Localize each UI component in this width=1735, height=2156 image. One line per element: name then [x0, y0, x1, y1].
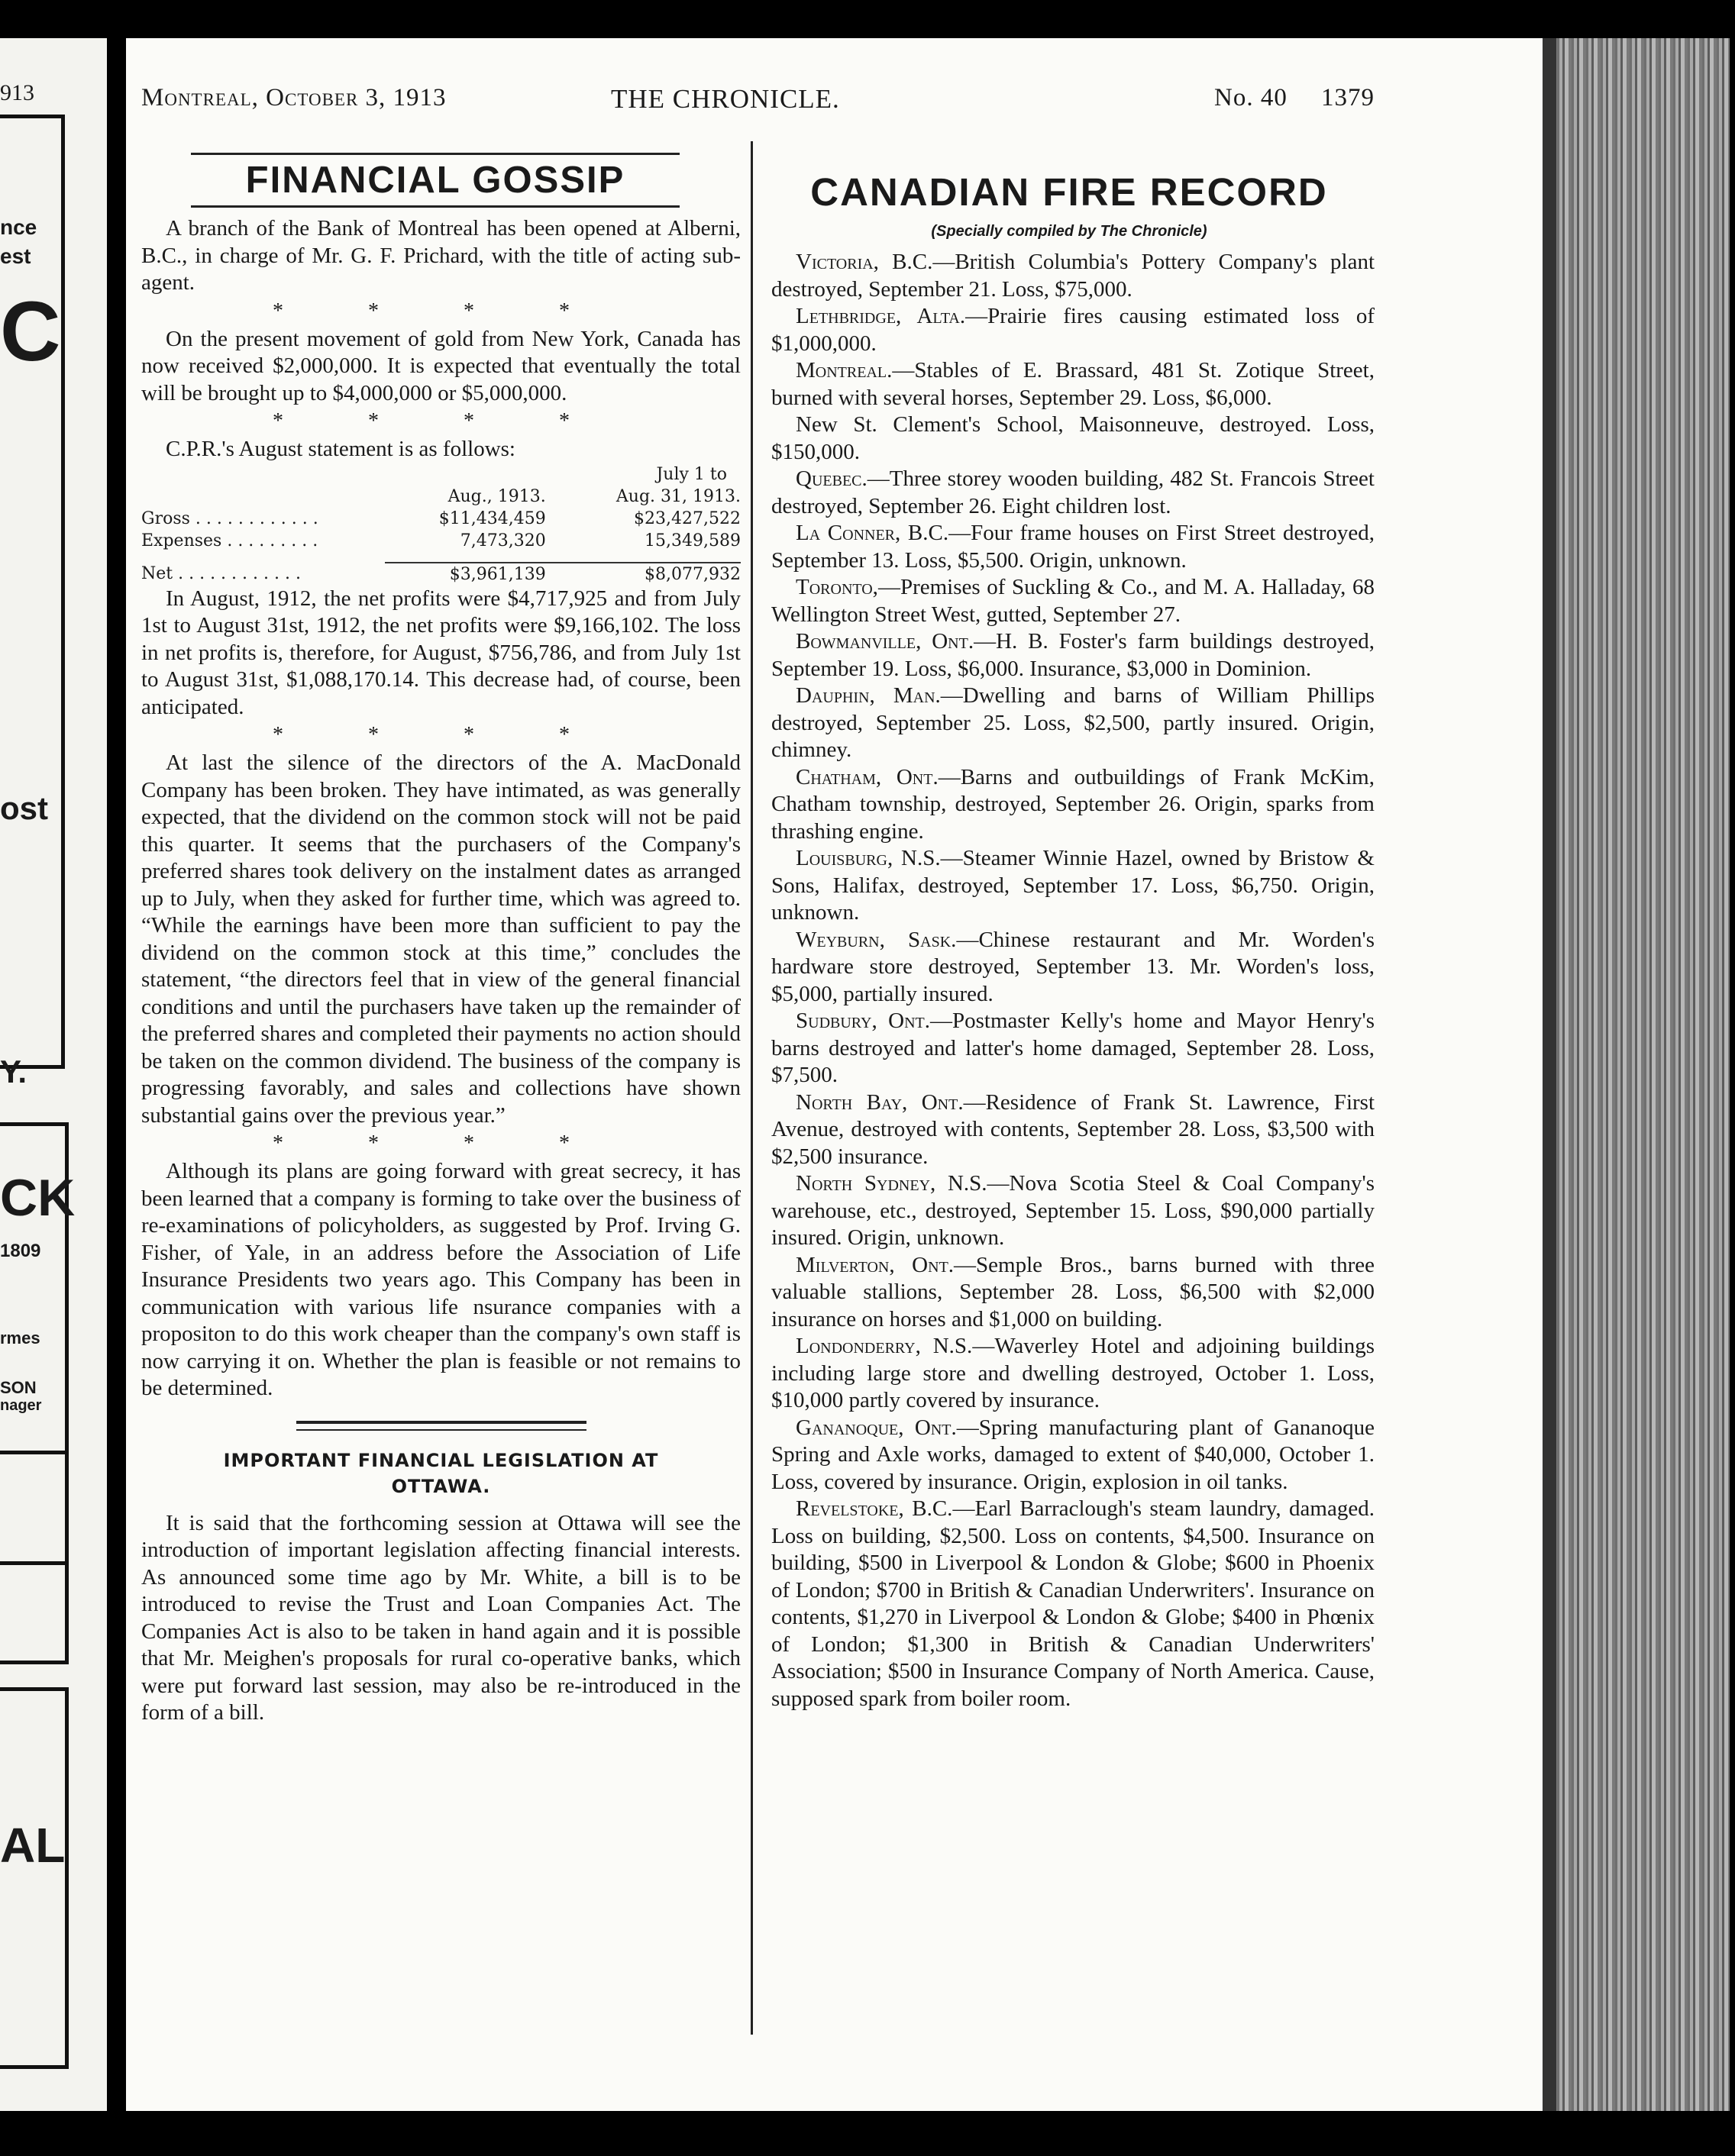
- fire-record-column: [771, 249, 1375, 1712]
- prev-page-fragment: C: [0, 285, 61, 379]
- prev-page-ad-box: [0, 1687, 69, 2069]
- fire-entry-text: —Waverley Hotel and adjoining buildings including large store and dwelling destroyed, October 1. Loss, $10,000 partly covered by insurance.: [771, 1334, 1375, 1412]
- fire-entry-text: —Premises of Suckling & Co., and M. A. Halladay, 68 Wellington Street West, gutted, September 27.: [771, 575, 1375, 627]
- financial-gossip-column: [141, 215, 741, 1727]
- fire-record-entry: [771, 1252, 1375, 1334]
- fire-record-entry: [771, 357, 1375, 412]
- row-label: Gross . . . . . . . . . . . .: [141, 508, 318, 528]
- fire-entry-place: North Bay, Ont.: [796, 1089, 964, 1115]
- masthead: THE CHRONICLE.: [611, 84, 840, 114]
- prev-page-fragment: 913: [0, 80, 34, 105]
- row-value: $23,427,522: [634, 508, 741, 528]
- gossip-paragraph: In August, 1912, the net profits were $4,717,925 and from July 1st to August 31st, 1912, the net profits were $9,166,102. The loss in net profits is, therefore, for August, $756,786, and from July 1st to August 31st, $1,088,170.14. This decrease had, of course, been anticipated.: [141, 586, 741, 719]
- prev-page-fragment: SON: [0, 1378, 37, 1397]
- row-label: Expenses . . . . . . . . .: [141, 531, 318, 550]
- table-row: [141, 563, 741, 586]
- prev-page-fragment: Y.: [0, 1054, 27, 1089]
- row-value: 15,349,589: [645, 531, 741, 550]
- fire-record-entry: [771, 412, 1375, 466]
- prev-page-ad-box: [0, 1451, 69, 1664]
- section-stars: * * * *: [273, 409, 609, 433]
- section-stars: * * * *: [273, 1131, 609, 1155]
- fire-entry-text: —H. B. Foster's farm buildings destroyed, September 19. Loss, $6,000. Insurance, $3,000 in Dominion.: [771, 629, 1375, 681]
- fire-entry-text: —Semple Bros., barns burned with three valuable stallions, September 28. Loss, $6,500 with $2,000 insurance on horses and $1,000 on building.: [771, 1252, 1375, 1331]
- double-rule: [296, 1421, 586, 1431]
- statement-intro: C.P.R.'s August statement is as follows:: [166, 437, 515, 461]
- book-binding-edge: [1543, 38, 1730, 2111]
- fire-entry-text: —Three storey wooden building, 482 St. Francois Street destroyed, September 26. Eight children lost.: [771, 466, 1375, 518]
- gossip-paragraph: Although its plans are going forward with great secrecy, it has been learned that a company is forming to take over the business of re-examinations of policyholders, as suggested by Prof. Irving G. Fisher, of Yale, in an address before the Association of Life Insurance Presidents two years ago. This Company has been in communication with various life nsurance companies with a propositon to do this work cheaper than the company's own staff is now carrying it on. Whether the plan is feasible or not remains to be determined.: [141, 1159, 741, 1400]
- fire-entry-text: —Dwelling and barns of William Phillips destroyed, September 25. Loss, $2,500, partly insured. Origin, chimney.: [771, 683, 1375, 762]
- fire-record-entry: [771, 303, 1375, 357]
- row-value: $3,961,139: [449, 564, 546, 584]
- prev-page-fragment: AL: [0, 1818, 66, 1873]
- fire-entry-text: —Chinese restaurant and Mr. Worden's hardware store destroyed, September 13. Mr. Worden's loss, $5,000, partially insured.: [771, 927, 1375, 1006]
- fire-entry-place: Gananoque, Ont.: [796, 1415, 957, 1440]
- fire-record-subtitle: (Specially compiled by The Chronicle): [931, 223, 1207, 240]
- table-row: [141, 508, 741, 530]
- statement-col2-head: July 1 to: [656, 464, 727, 484]
- prev-page-fragment: 1809: [0, 1241, 41, 1261]
- fire-entry-text: —Steamer Winnie Hazel, owned by Bristow & Sons, Halifax, destroyed, September 17. Loss, $6,750. Origin, unknown.: [771, 846, 1375, 925]
- fire-record-entry: [771, 927, 1375, 1009]
- page-number: 1379: [1321, 84, 1375, 111]
- fire-entry-text: —Residence of Frank St. Lawrence, First Avenue, destroyed with contents, September 28. Loss, $3,500 with $2,500 insurance.: [771, 1089, 1375, 1169]
- prev-page-fragment: ost: [0, 790, 48, 826]
- issue-number: No. 40: [1214, 84, 1288, 111]
- gossip-paragraph: At last the silence of the directors of the A. MacDonald Company has been broken. They have intimated, as was generally expected, that the dividend on the common stock will not be paid this quarter. It seems that the purchasers of the Company's preferred shares took delivery on the instalment dates as arranged up to July, when they asked for further time, which was agreed to. “While the earnings have been more than sufficient to pay the dividend on the common stock at this time,” concludes the statement, “the directors feel that in view of the general financial conditions and until the purchasers have taken up the remainder of the preferred shares and completed their payments no action should be taken on the common dividend. The business of the company is progressing favorably, and sales and collections have shown substantial gains over the previous year.”: [141, 750, 741, 1128]
- row-value: $8,077,932: [645, 564, 741, 584]
- statement-col1-head: Aug., 1913.: [447, 486, 546, 506]
- row-label: Net . . . . . . . . . . . .: [141, 564, 301, 583]
- fire-entry-place: Victoria, B.C.: [796, 250, 933, 274]
- gossip-paragraph: On the present movement of gold from New York, Canada has now received $2,000,000. It is expected that eventually the total will be brought up to $4,000,000 or $5,000,000.: [141, 326, 741, 405]
- previous-page-strip: [0, 38, 107, 2111]
- legislation-heading: [141, 1448, 741, 1499]
- fire-record-title: CANADIAN FIRE RECORD: [810, 170, 1328, 214]
- section-stars: * * * *: [273, 723, 609, 747]
- row-value: $11,434,459: [438, 508, 546, 528]
- fire-entry-text: —Earl Barraclough's steam laundry, damaged. Loss on building, $2,500. Loss on contents, $4,500. Insurance on building, $500 in Liverpool & London & Globe; $600 in Phoenix of London; $700 in British & Canadian Underwriters'. Insurance on contents, $1,270 in Liverpool & London & Globe; $400 in Phœnix of London; $1,300 in British & Canadian Underwriters' Association; $500 in Insurance Company of North America. Cause, supposed spark from boiler room.: [771, 1496, 1375, 1711]
- prev-page-fragment: nce: [0, 215, 37, 239]
- fire-entry-place: La Conner, B.C.: [796, 521, 949, 545]
- legislation-heading-line: IMPORTANT FINANCIAL LEGISLATION AT: [223, 1449, 659, 1471]
- fire-entry-text: —Nova Scotia Steel & Coal Company's warehouse, etc., destroyed, September 15. Loss, $90,000 partially insured. Origin, unknown.: [771, 1171, 1375, 1250]
- dateline: Montreal, October 3, 1913: [141, 84, 447, 111]
- fire-entry-place: Dauphin, Man.: [796, 683, 941, 708]
- fire-entry-text: —British Columbia's Pottery Company's plant destroyed, September 21. Loss, $75,000.: [771, 250, 1375, 302]
- fire-entry-place: Lethbridge, Alta.: [796, 304, 966, 328]
- fire-record-entry: [771, 628, 1375, 683]
- fire-record-entry: [771, 520, 1375, 574]
- gossip-paragraph: A branch of the Bank of Montreal has been opened at Alberni, B.C., in charge of Mr. G. F. Prichard, with the title of acting sub-agent.: [141, 216, 741, 295]
- fire-record-entry: [771, 683, 1375, 764]
- fire-record-entry: [771, 466, 1375, 520]
- legislation-heading-line: OTTAWA.: [391, 1475, 491, 1497]
- prev-page-fragment: CK: [0, 1169, 76, 1227]
- fire-record-entry: [771, 1415, 1375, 1496]
- fire-record-entry: [771, 1333, 1375, 1415]
- section-stars: * * * *: [273, 299, 609, 323]
- fire-entry-text: —Barns and outbuildings of Frank McKim, Chatham township, destroyed, September 26. Origin, sparks from thrashing engine.: [771, 764, 1375, 844]
- fire-entry-place: Bowmanville, Ont.: [796, 629, 974, 654]
- financial-gossip-title: FINANCIAL GOSSIP: [191, 153, 680, 208]
- fire-record-entry: [771, 845, 1375, 927]
- fire-entry-text: —Stables of E. Brassard, 481 St. Zotique Street, burned with several horses, September 29. Loss, $6,000.: [771, 358, 1375, 410]
- prev-page-fragment: est: [0, 244, 31, 268]
- fire-entry-text: —Prairie fires causing estimated loss of $1,000,000.: [771, 304, 1375, 356]
- fire-record-entry: [771, 764, 1375, 846]
- fire-entry-place: Quebec.: [796, 466, 868, 491]
- legislation-paragraph: It is said that the forthcoming session at Ottawa will see the introduction of important legislation affecting financial interests. As announced some time ago by Mr. White, a bill is to be introduced to revise the Trust and Loan Companies Act. The Companies Act is also to be taken in hand again and it is possible that Mr. Meighen's proposals for rural co-operative banks, which were put forward last session, may also be re-introduced in the form of a bill.: [141, 1510, 741, 1725]
- fire-entry-place: Chatham, Ont.: [796, 764, 939, 789]
- fire-entry-text: —Postmaster Kelly's home and Mayor Henry's barns destroyed and latter's home damaged, September 28. Loss, $7,500.: [771, 1009, 1375, 1087]
- fire-record-entry: [771, 249, 1375, 303]
- table-row: [141, 530, 741, 552]
- statement-col2-head: Aug. 31, 1913.: [615, 486, 741, 506]
- fire-record-entry: [771, 1089, 1375, 1171]
- fire-entry-place: Revelstoke, B.C.: [796, 1496, 953, 1521]
- fire-record-entry: [771, 1008, 1375, 1089]
- fire-entry-place: Montreal.: [796, 358, 893, 382]
- column-rule: [751, 141, 753, 2035]
- prev-page-fragment: nager: [0, 1397, 42, 1414]
- fire-entry-place: Louisburg, N.S.: [796, 846, 941, 870]
- row-value: 7,473,320: [460, 531, 546, 550]
- fire-record-entry: [771, 1170, 1375, 1252]
- cpr-statement-table: [141, 463, 741, 586]
- prev-page-fragment: rmes: [0, 1328, 40, 1348]
- fire-entry-place: Weyburn, Sask.: [796, 927, 957, 952]
- fire-record-entry: [771, 574, 1375, 628]
- fire-entry-place: Milverton, Ont.: [796, 1252, 955, 1277]
- fire-entry-place: North Sydney, N.S.: [796, 1171, 987, 1196]
- fire-entry-place: Sudbury, Ont.: [796, 1009, 931, 1033]
- fire-entry-text: —Spring manufacturing plant of Gananoque Spring and Axle works, damaged to extent of $40,000, October 1. Loss, covered by insurance. Origin, explosion in oil tanks.: [771, 1415, 1375, 1494]
- fire-entry-text: New St. Clement's School, Maisonneuve, destroyed. Loss, $150,000.: [771, 412, 1375, 464]
- fire-record-entry: [771, 1496, 1375, 1712]
- fire-entry-text: —Four frame houses on First Street destroyed, September 13. Loss, $5,500. Origin, unknown.: [771, 521, 1375, 573]
- fire-entry-place: Toronto,: [796, 575, 878, 599]
- fire-entry-place: Londonderry, N.S.: [796, 1334, 973, 1358]
